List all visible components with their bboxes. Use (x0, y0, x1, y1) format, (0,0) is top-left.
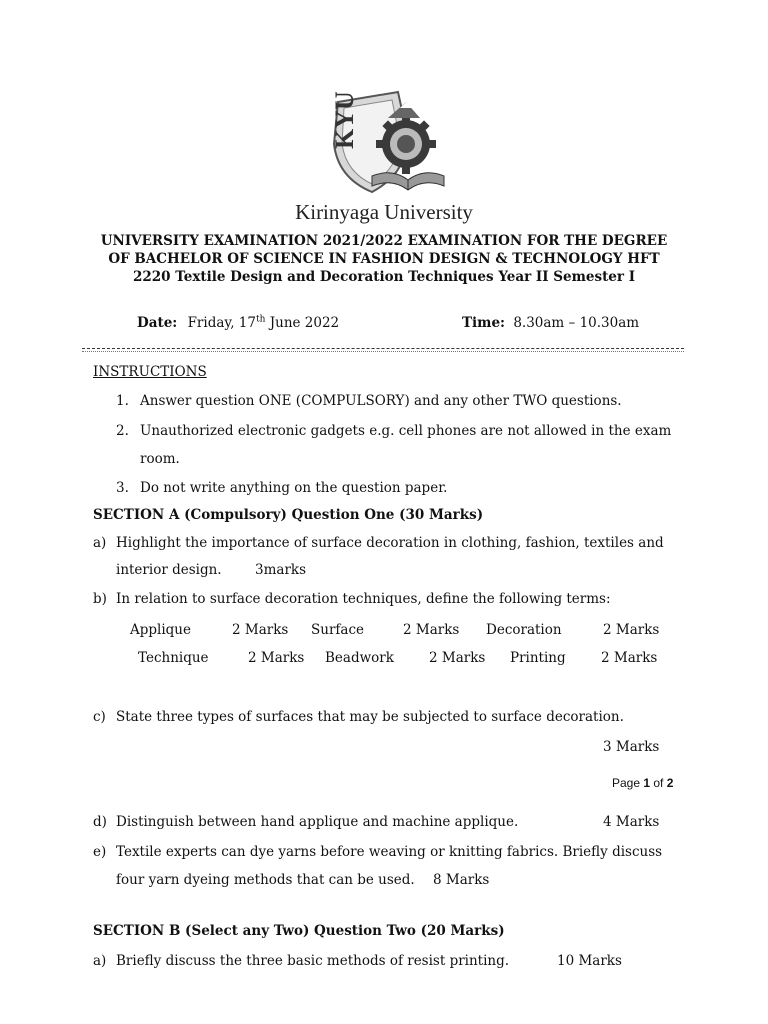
section-b-question-a-text: Briefly discuss the three basic methods of resist printing. (116, 953, 510, 969)
instruction-1-text: Answer question ONE (COMPULSORY) and any other TWO questions. (140, 393, 622, 409)
question-a-text-cont: interior design. (116, 562, 222, 578)
term-surface: Surface (311, 622, 364, 638)
separator-line-secondary (82, 351, 684, 352)
exam-heading-line-1: UNIVERSITY EXAMINATION 2021/2022 EXAMINATION FOR THE DEGREE (100, 233, 668, 249)
term-applique: Applique (130, 622, 191, 638)
time-value: 8.30am – 10.30am (513, 315, 640, 331)
university-logo (288, 88, 488, 200)
question-c-marks: 3 Marks (603, 739, 660, 755)
question-c-text: State three types of surfaces that may be subjected to surface decoration. (116, 709, 624, 725)
question-b-text: In relation to surface decoration techniques, define the following terms: (116, 591, 611, 607)
question-a-text: Highlight the importance of surface decoration in clothing, fashion, textiles and (116, 535, 664, 551)
question-d-text: Distinguish between hand applique and machine applique. (116, 814, 519, 830)
term-beadwork: Beadwork (325, 650, 394, 666)
section-b-question-a-label: a) (93, 953, 107, 969)
instruction-2-text: Unauthorized electronic gadgets e.g. cell phones are not allowed in the exam (140, 423, 672, 439)
question-e-label: e) (93, 844, 107, 860)
exam-heading-line-2: OF BACHELOR OF SCIENCE IN FASHION DESIGN & TECHNOLOGY HFT (108, 251, 660, 267)
date-label: Date: (137, 315, 178, 331)
time-label: Time: (462, 315, 506, 331)
question-e-text-cont: four yarn dyeing methods that can be used. (116, 872, 415, 888)
question-e-marks: 8 Marks (433, 872, 490, 888)
instruction-1-number: 1. (116, 393, 129, 409)
term-printing: Printing (510, 650, 566, 666)
term-applique-marks: 2 Marks (232, 622, 289, 638)
term-technique-marks: 2 Marks (248, 650, 305, 666)
instruction-3-number: 3. (116, 480, 129, 496)
date-value: Friday, 17th June 2022 (187, 314, 340, 331)
university-name: Kirinyaga University (295, 200, 473, 224)
section-b-question-a-marks: 10 Marks (557, 953, 622, 969)
term-decoration-marks: 2 Marks (603, 622, 660, 638)
instruction-2-number: 2. (116, 423, 129, 439)
term-printing-marks: 2 Marks (601, 650, 658, 666)
term-technique: Technique (138, 650, 209, 666)
term-decoration: Decoration (486, 622, 562, 638)
instruction-2-text-cont: room. (140, 451, 180, 467)
exam-heading-line-3: 2220 Textile Design and Decoration Techniques Year II Semester I (132, 269, 636, 285)
exam-date (137, 315, 339, 331)
term-beadwork-marks: 2 Marks (429, 650, 486, 666)
page-number: Page 1 of 2 (612, 776, 674, 790)
section-a-title: SECTION A (Compulsory) Question One (30 Marks) (93, 507, 484, 523)
instructions-title: INSTRUCTIONS (93, 364, 207, 380)
question-d-marks: 4 Marks (603, 814, 660, 830)
separator-line (82, 348, 684, 349)
term-surface-marks: 2 Marks (403, 622, 460, 638)
question-d-label: d) (93, 814, 107, 830)
exam-time (462, 315, 639, 331)
question-b-label: b) (93, 591, 107, 607)
question-c-label: c) (93, 709, 106, 725)
question-e-text: Textile experts can dye yarns before weaving or knitting fabrics. Briefly discuss (116, 844, 663, 860)
section-b-title: SECTION B (Select any Two) Question Two (20 Marks) (93, 923, 505, 939)
question-a-label: a) (93, 535, 107, 551)
instruction-3-text: Do not write anything on the question paper. (140, 480, 448, 496)
question-a-marks: 3marks (255, 562, 307, 578)
logo-letters: KYU (330, 91, 359, 149)
